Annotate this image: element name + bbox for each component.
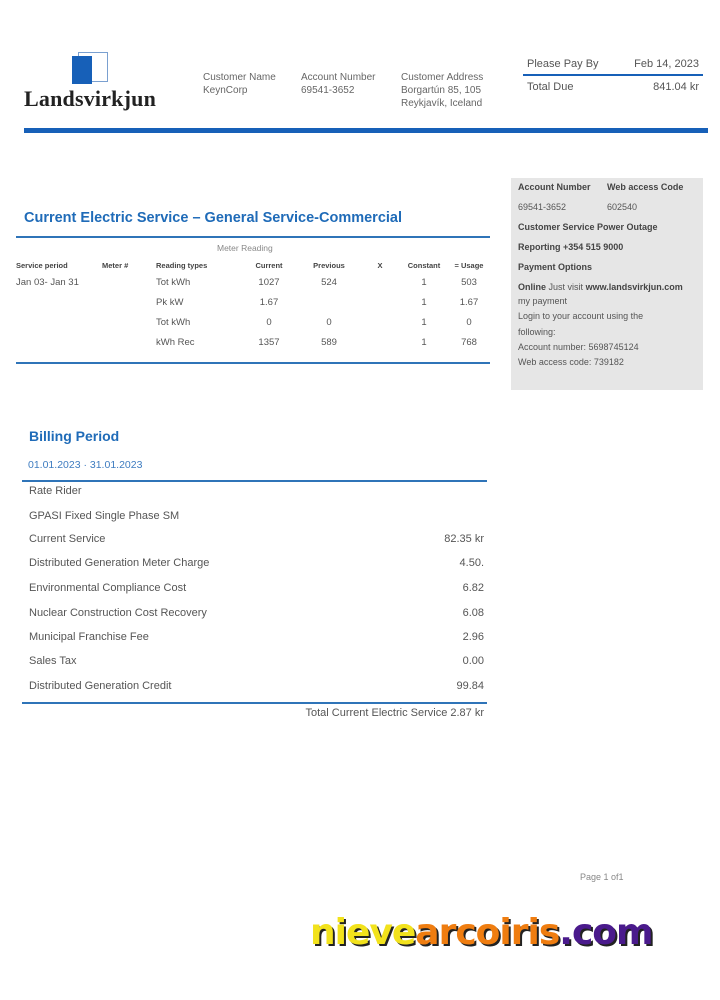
cell-constant: 1: [421, 316, 427, 328]
watermark-part-2: arcoiris: [415, 912, 560, 953]
cell-previous: [298, 292, 360, 312]
table-row: [16, 332, 490, 352]
col-current: Current: [255, 260, 283, 270]
cell-usage: 768: [461, 336, 477, 348]
cell-current: 1.67: [259, 296, 279, 308]
total-due-label: Total Due: [527, 81, 574, 93]
bill-item: [29, 655, 484, 667]
cell-current: 1027: [258, 276, 280, 288]
billing-bottom-rule: [22, 702, 487, 704]
sb-payment-options: Payment Options: [518, 262, 593, 272]
cell-x: [360, 312, 400, 332]
cell-type: Tot kWh: [156, 316, 191, 328]
col-previous: Previous: [313, 260, 345, 270]
bill-item-amount: 6.82: [462, 582, 484, 594]
cell-x: [360, 332, 400, 352]
cell-constant: 1: [421, 336, 427, 348]
customer-name-block: [203, 71, 276, 97]
customer-name-label: Customer Name: [203, 72, 276, 83]
pay-by-label: Please Pay By: [527, 58, 599, 70]
cell-previous: 589: [321, 336, 337, 348]
col-usage: = Usage: [454, 260, 484, 270]
cell-usage: 1.67: [459, 296, 479, 308]
meter-table: [16, 258, 490, 352]
logo-square-front: [72, 56, 92, 84]
col-service-period: Service period: [16, 260, 68, 270]
service-bottom-rule: [16, 362, 490, 364]
customer-address-block: [401, 71, 483, 110]
bill-item: [29, 631, 484, 643]
watermark: [310, 912, 653, 953]
bill-item: [29, 607, 484, 619]
bill-item-label: Nuclear Construction Cost Recovery: [29, 607, 207, 619]
cell-meter: [102, 272, 156, 292]
cell-meter: [102, 312, 156, 332]
sb-account-number-2: Account number: 5698745124: [518, 342, 639, 352]
billing-title: Billing Period: [29, 428, 120, 444]
bill-item-amount: 82.35 kr: [444, 533, 484, 545]
bill-item: [29, 582, 484, 594]
cell-meter: [102, 292, 156, 312]
company-logo: [70, 52, 108, 86]
bill-item-label: Distributed Generation Credit: [29, 680, 172, 692]
col-constant: Constant: [407, 260, 441, 270]
billing-top-rule: [22, 480, 487, 482]
customer-address-label: Customer Address: [401, 72, 484, 83]
pay-divider: [523, 74, 703, 76]
meter-reading-label: Meter Reading: [217, 243, 273, 253]
sb-outage-phone: Reporting +354 515 9000: [518, 242, 624, 252]
cell-meter: [102, 332, 156, 352]
sb-website-link[interactable]: www.landsvirkjun.com: [585, 282, 683, 292]
cell-constant: 1: [421, 276, 427, 288]
cell-period: [16, 332, 102, 352]
col-meter: Meter #: [102, 260, 129, 270]
bill-item-label: Rate Rider: [29, 485, 82, 497]
pay-by-date: Feb 14, 2023: [634, 58, 699, 70]
header-divider: [24, 128, 708, 133]
account-number-label: Account Number: [301, 72, 376, 83]
sb-web-access-code: 602540: [607, 202, 638, 212]
sb-account-number: 69541-3652: [518, 202, 567, 212]
cell-current: 0: [266, 316, 272, 328]
table-row: [16, 272, 490, 292]
bill-item-amount: 2.96: [462, 631, 484, 643]
cell-type: kWh Rec: [156, 336, 195, 348]
bill-item-amount: 6.08: [462, 607, 484, 619]
customer-name-value: KeynCorp: [203, 85, 248, 96]
cell-previous: 524: [321, 276, 337, 288]
company-name: Landsvirkjun: [24, 86, 157, 111]
cell-usage: 503: [461, 276, 477, 288]
cell-period: [16, 312, 102, 332]
cell-x: [360, 272, 400, 292]
sb-online-label: Online: [518, 282, 547, 292]
cell-type: Tot kWh: [156, 276, 191, 288]
bill-item-label: Current Service: [29, 533, 106, 545]
cell-period: [16, 292, 102, 312]
sb-account-label: Account Number: [518, 182, 591, 192]
cell-previous: 0: [326, 316, 332, 328]
cell-period: Jan 03- Jan 31: [16, 276, 79, 288]
sb-customer-service: Customer Service Power Outage: [518, 222, 658, 232]
table-row: [16, 292, 490, 312]
bill-item-amount: 4.50.: [459, 557, 484, 569]
cell-current: 1357: [258, 336, 280, 348]
sb-web-access-2: Web access code: 739182: [518, 357, 624, 367]
watermark-part-3: .com: [559, 912, 653, 953]
sb-following: following:: [518, 327, 556, 337]
watermark-part-1: nieve: [310, 912, 416, 953]
bill-item-amount: 99.84: [456, 680, 484, 692]
payment-summary: [523, 56, 703, 96]
page-number: Page 1 of1: [580, 872, 624, 882]
billing-dates: 01.01.2023 · 31.01.2023: [28, 459, 143, 471]
bill-item: [29, 485, 484, 497]
bill-item-amount: 0.00: [462, 655, 484, 667]
sb-my-payment: my payment: [518, 296, 568, 306]
bill-item-label: Municipal Franchise Fee: [29, 631, 149, 643]
address-line-1: Borgartún 85, 105: [401, 85, 482, 96]
cell-x: [360, 292, 400, 312]
sb-online-text: Just visit: [548, 282, 584, 292]
account-info-sidebar: [511, 178, 703, 390]
total-current-service: Total Current Electric Service 2.87 kr: [305, 707, 484, 719]
bill-item: [29, 510, 484, 522]
bill-item: [29, 533, 484, 545]
sb-online-line: [518, 282, 683, 292]
bill-item-label: Environmental Compliance Cost: [29, 582, 187, 594]
meter-table-header: [16, 258, 490, 272]
sb-web-access-label: Web access Code: [607, 182, 684, 192]
account-number-block: [301, 71, 375, 97]
address-line-2: Reykjavík, Iceland: [401, 98, 483, 109]
service-title: Current Electric Service – General Service-Commercial: [24, 210, 402, 226]
account-number-value: 69541-3652: [301, 85, 355, 96]
table-row: [16, 312, 490, 332]
service-top-rule: [16, 236, 490, 238]
sb-login: Login to your account using the: [518, 311, 644, 321]
col-reading-types: Reading types: [156, 260, 208, 270]
col-x: X: [377, 260, 383, 270]
total-due-value: 841.04 kr: [653, 81, 699, 93]
bill-item: [29, 680, 484, 692]
cell-usage: 0: [466, 316, 472, 328]
bill-item-label: Distributed Generation Meter Charge: [29, 557, 210, 569]
bill-item-label: GPASI Fixed Single Phase SM: [29, 510, 180, 522]
cell-type: Pk kW: [156, 296, 184, 308]
cell-constant: 1: [421, 296, 427, 308]
bill-item-label: Sales Tax: [29, 655, 77, 667]
bill-item: [29, 557, 484, 569]
